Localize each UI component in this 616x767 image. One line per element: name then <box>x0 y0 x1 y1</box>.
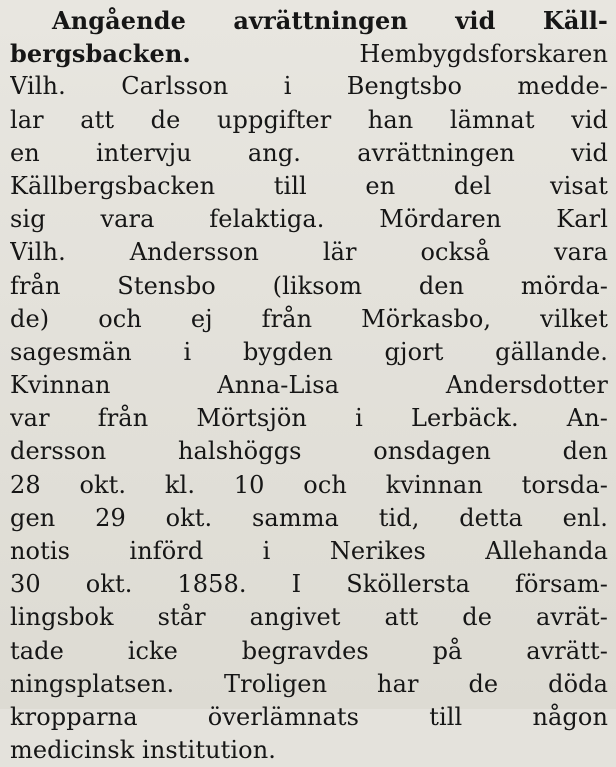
body-line: notis införd i Nerikes Allehanda <box>10 537 608 565</box>
body-line: lingsbok står angivet att de avrät- <box>10 603 608 632</box>
body-line: tade icke begravdes på avrätt- <box>10 636 608 665</box>
body-line: Vilh. Andersson lär också vara <box>10 238 608 267</box>
headline-line-2 <box>10 37 608 70</box>
body-line: Källbergsbacken till en del visat <box>10 171 608 200</box>
body-line: sig vara felaktiga. Mördaren Karl <box>10 205 608 234</box>
body-line: 30 okt. 1858. I Sköllersta försam- <box>10 570 608 599</box>
body-line: från Stensbo (liksom den mörda- <box>10 271 608 300</box>
body-line: gen 29 okt. samma tid, detta enl. <box>10 503 608 532</box>
headline-line-1: Angående avrättningen vid Käll- <box>52 6 608 35</box>
body-line: var från Mörtsjön i Lerbäck. An- <box>10 404 608 433</box>
body-line: kropparna överlämnats till någon <box>10 702 608 731</box>
body-line: Kvinnan Anna-Lisa Andersdotter <box>10 371 608 400</box>
headline-end: bergsbacken. <box>10 39 191 69</box>
body-line: dersson halshöggs onsdagen den <box>10 437 608 466</box>
body-line: sagesmän i bygden gjort gällande. <box>10 337 608 366</box>
body-text-start: Hembygdsforskaren <box>190 40 608 69</box>
body-line-last: medicinsk institution. <box>10 736 276 765</box>
body-line: en intervju ang. avrättningen vid <box>10 138 608 167</box>
body-line: ningsplatsen. Troligen har de döda <box>10 669 608 698</box>
body-line: 28 okt. kl. 10 och kvinnan torsda- <box>10 470 608 499</box>
body-line: Vilh. Carlsson i Bengtsbo medde- <box>10 72 608 101</box>
body-line: lar att de uppgifter han lämnat vid <box>10 105 608 134</box>
body-line: de) och ej från Mörkasbo, vilket <box>10 304 608 333</box>
